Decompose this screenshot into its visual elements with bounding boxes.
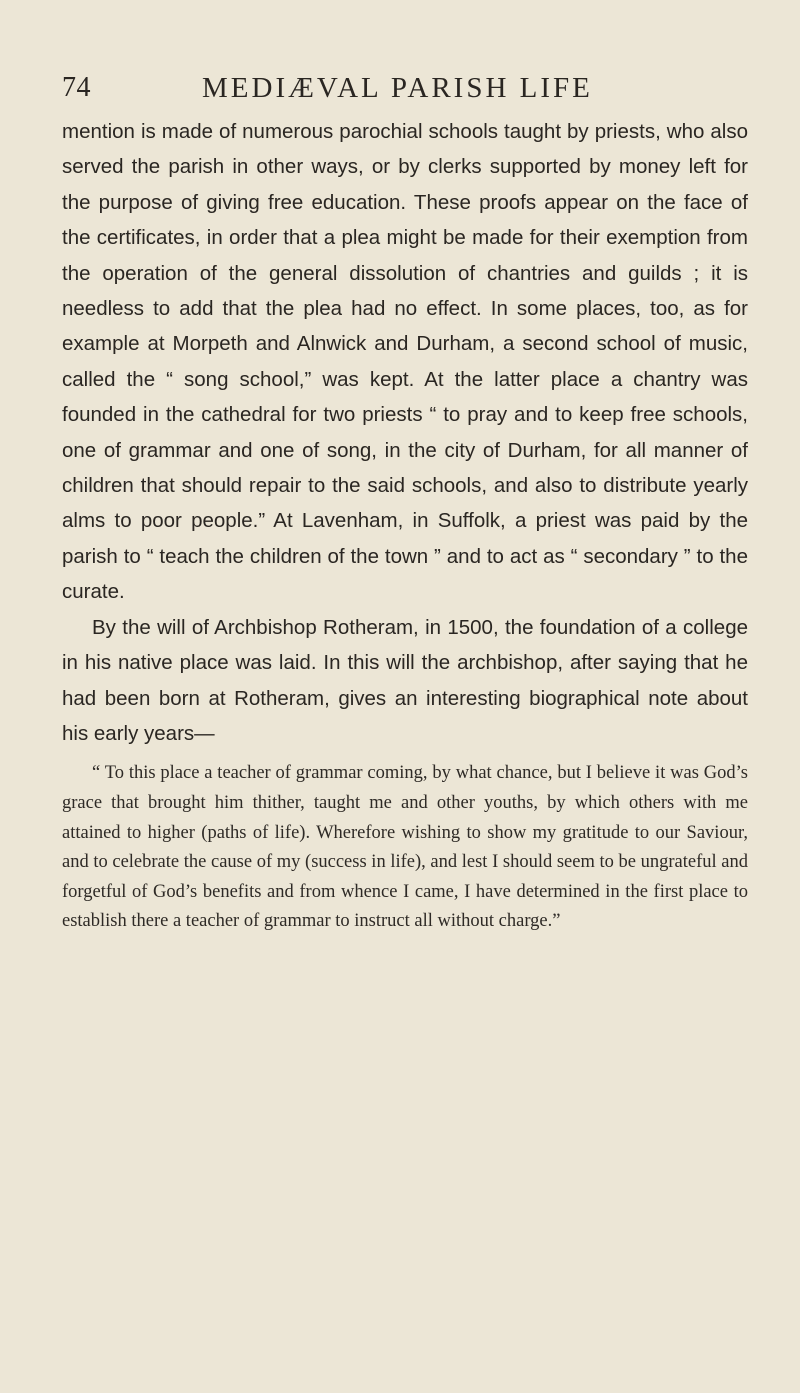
paragraph-2: By the will of Archbishop Rotheram, in 1500, the foundation of a college in his native place was laid. In this will the archbishop, after saying that he had been born at Rotheram, gives an interesting biographical note about his early years— bbox=[62, 615, 748, 745]
running-title: MEDIÆVAL PARISH LIFE bbox=[202, 72, 593, 104]
page-number: 74 bbox=[62, 72, 91, 103]
body-text bbox=[62, 114, 748, 937]
running-head bbox=[62, 72, 748, 112]
block-quote: “ To this place a teacher of grammar coming, by what chance, but I believe it was God’s grace that brought him thither, taught me and other youths, by which others with me attained to higher (paths of life). Wherefore wishing to show my gratitude to our Saviour, and to celebrate the cause of my (success in life), and lest I should seem to be ungrateful and forgetful of God’s benefits and from whence I came, I have determined in the first place to establish there a teacher of grammar to instruct all without charge.” bbox=[62, 763, 748, 932]
paragraph-1: mention is made of numerous parochial schools taught by priests, who also served the parish in other ways, or by clerks supported by money left for the purpose of giving free education. These proofs appear on the face of the certificates, in order that a plea might be made for their exemption from the operation of the general dissolution of chantries and guilds ; it is needless to add that the plea had no effect. In some places, too, as for example at Morpeth and Alnwick and Durham, a second school of music, called the “ song school,” was kept. At the latter place a chantry was founded in the cathedral for two priests “ to pray and to keep free schools, one of grammar and one of song, in the city of Durham, for all manner of children that should repair to the said schools, and also to distribute yearly alms to poor people.” At Lavenham, in Suffolk, a priest was paid by the parish to “ teach the children of the town ” and to act as “ secondary ” to the curate. bbox=[62, 120, 748, 604]
